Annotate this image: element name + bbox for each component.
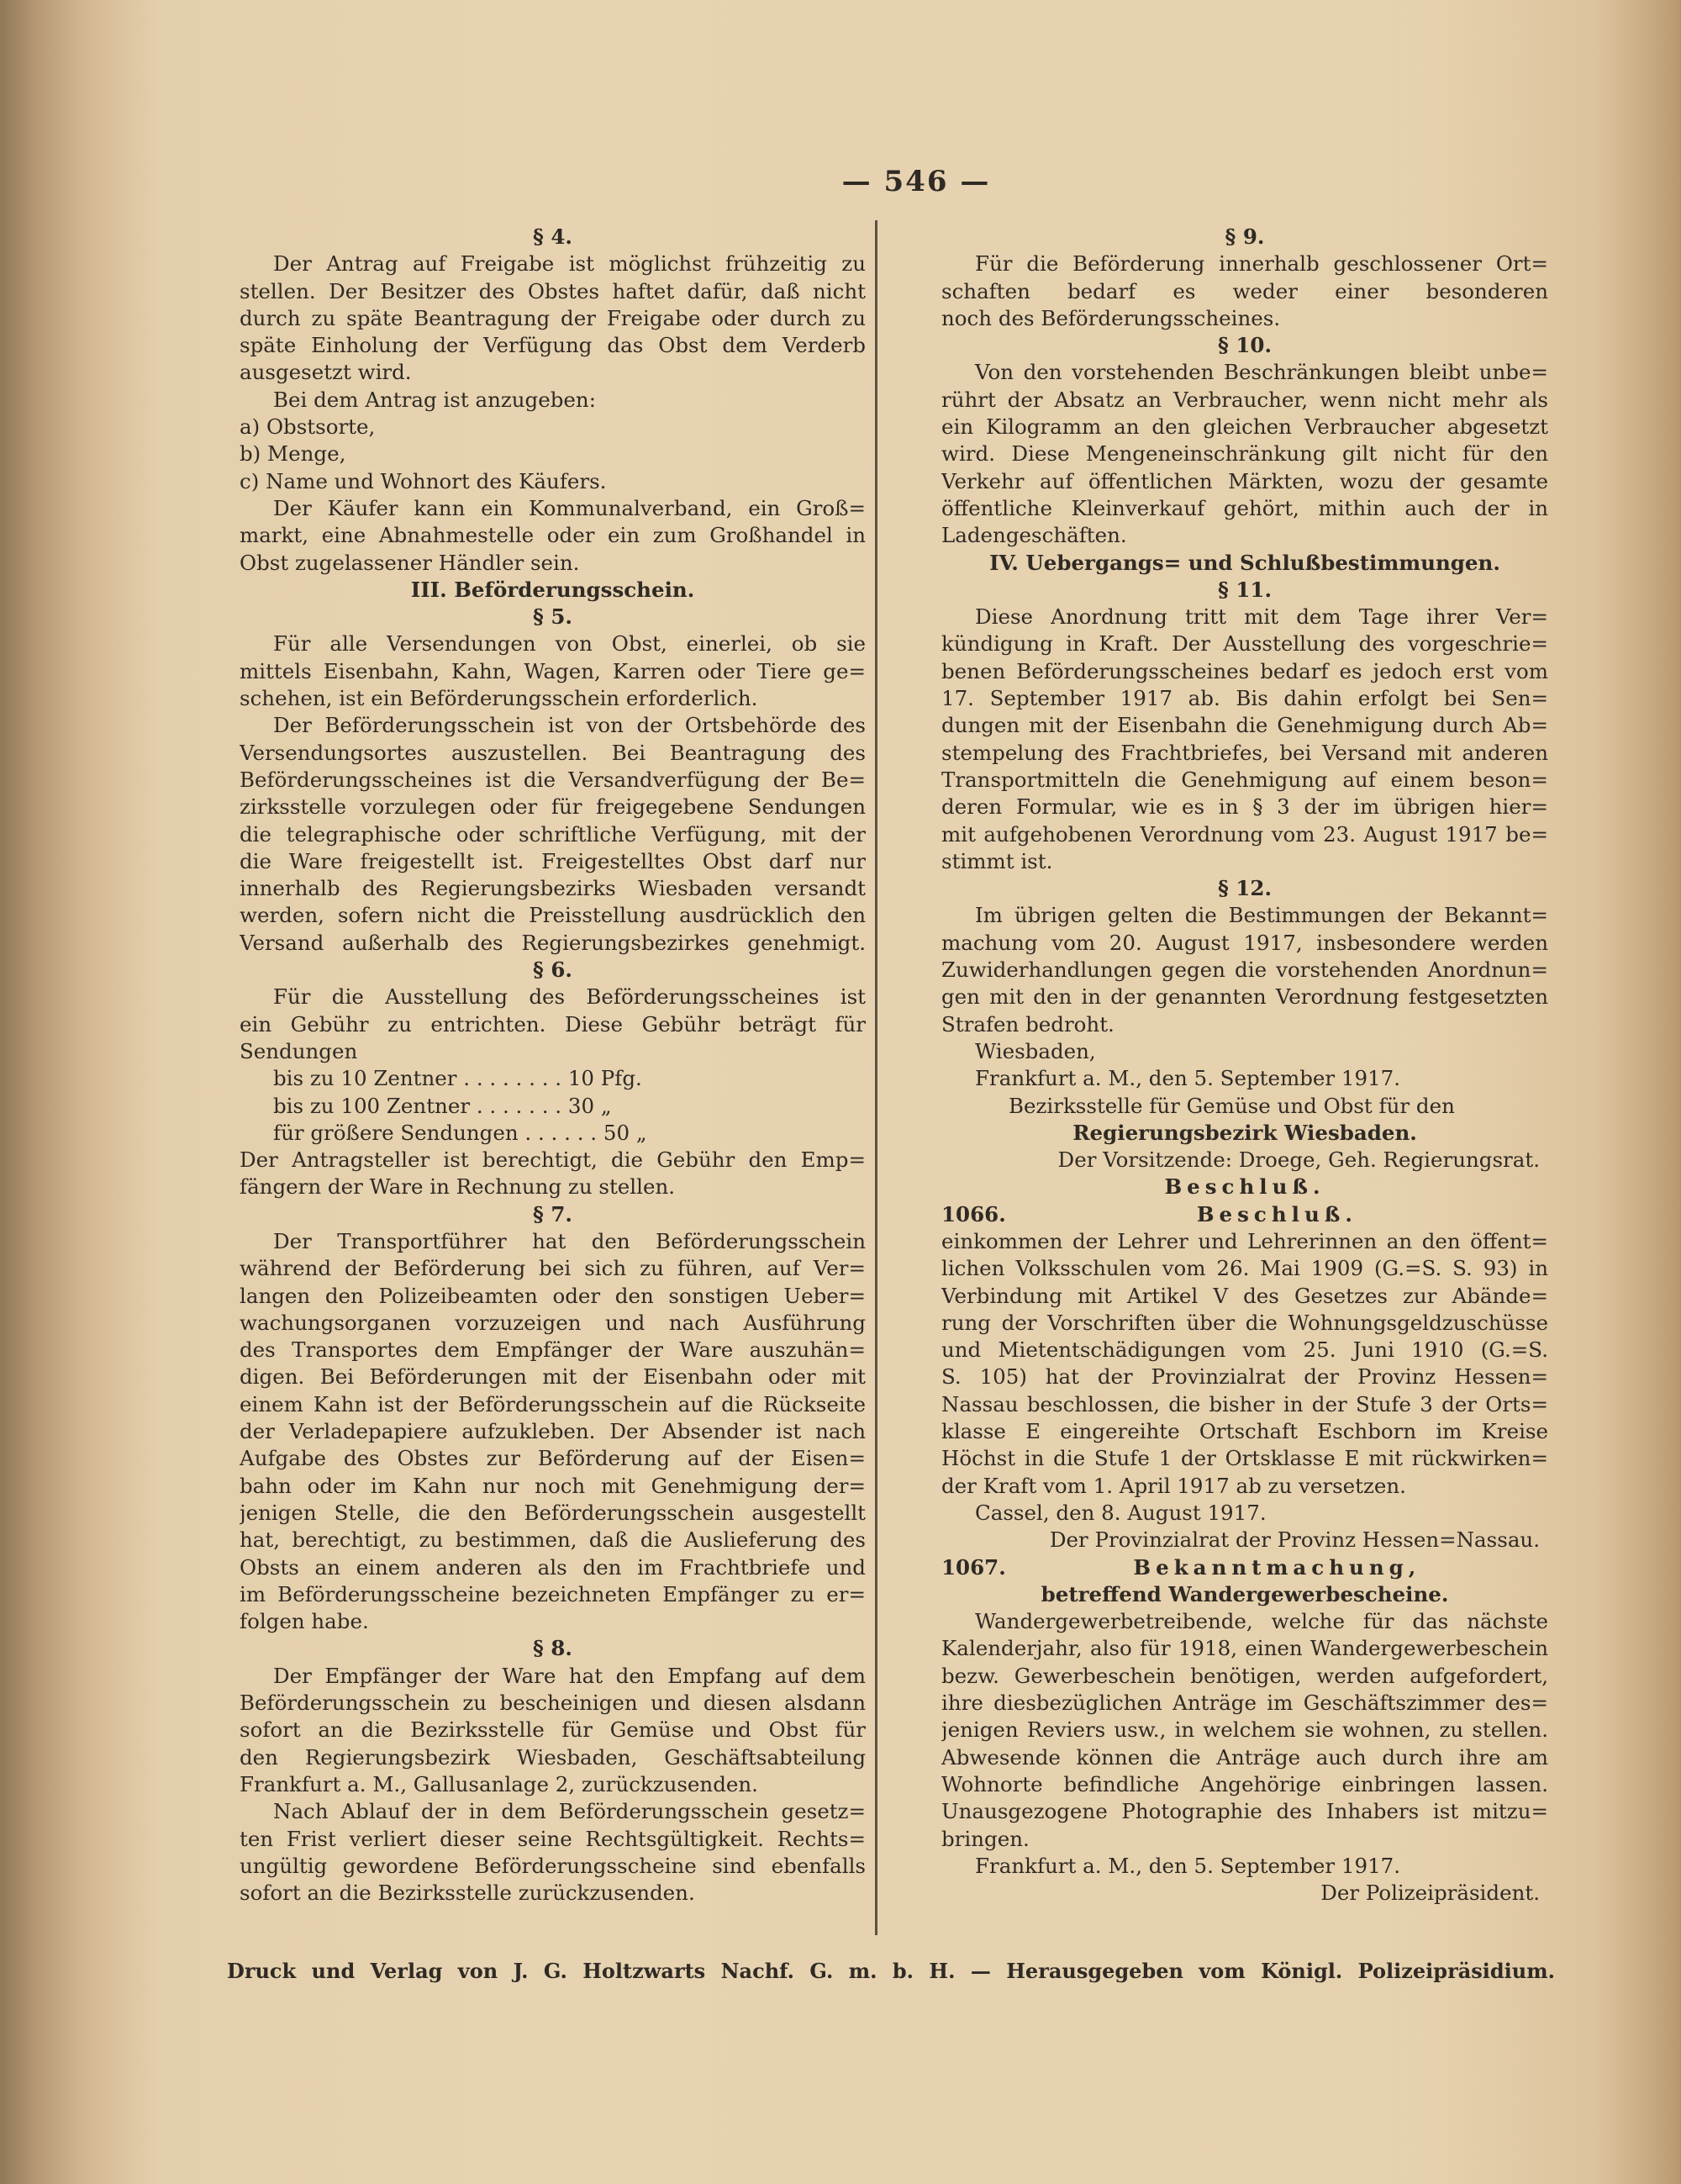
section-heading: Beschluß. [1164, 1174, 1325, 1200]
text-line: Höchst in die Stufe 1 der Ortsklasse E mit rückwirken= [941, 1446, 1548, 1471]
text-line: noch des Beförderungsscheines. [941, 305, 1281, 330]
notice-title: Bekanntmachung, [1133, 1554, 1421, 1580]
section-heading: § 9. [1225, 224, 1265, 249]
text-line: einem Kahn ist der Beförderungsschein auf die Rückseite [240, 1391, 866, 1416]
text-line: im Beförderungsscheine bezeichneten Empfänger zu er= [240, 1581, 866, 1606]
text-line: Frankfurt a. M., Gallusanlage 2, zurückzusenden. [240, 1771, 758, 1796]
column-divider [875, 220, 877, 1935]
text-line: ein Gebühr zu entrichten. Diese Gebühr beträgt für [240, 1011, 866, 1037]
text-line: Wohnorte befindliche Angehörige einbringen lassen. [941, 1771, 1548, 1796]
text-line: dungen mit der Eisenbahn die Genehmigung durch Ab= [941, 713, 1548, 738]
text-line: Von den vorstehenden Beschränkungen bleibt unbe= [975, 360, 1548, 385]
text-line: langen den Polizeibeamten oder den sonstigen Ueber= [240, 1283, 866, 1308]
section-heading: § 11. [1218, 577, 1272, 602]
text-line: Cassel, den 8. August 1917. [975, 1500, 1267, 1525]
text-line: Wandergewerbetreibende, welche für das nächste [975, 1609, 1548, 1634]
text-line: klasse E eingereihte Ortschaft Eschborn im Kreise [941, 1419, 1548, 1444]
text-line: benen Beförderungsscheines bedarf es jedoch erst vom [941, 658, 1548, 683]
text-line: Der Transportführer hat den Beförderungsschein [273, 1228, 866, 1253]
text-line: folgen habe. [240, 1609, 369, 1634]
text-line: rührt der Absatz an Verbraucher, wenn nicht mehr als [941, 387, 1548, 412]
text-line: mittels Eisenbahn, Kahn, Wagen, Karren oder Tiere ge= [240, 658, 866, 683]
text-line: Der Vorsitzende: Droege, Geh. Regierungsrat. [1057, 1147, 1540, 1173]
section-heading: § 6. [533, 957, 572, 983]
text-line: innerhalb des Regierungsbezirks Wiesbaden versandt [240, 876, 866, 901]
text-line: den Regierungsbezirk Wiesbaden, Geschäftsabteilung [240, 1744, 866, 1770]
text-line: Der Provinzialrat der Provinz Hessen=Nassau. [1049, 1527, 1540, 1553]
text-line: durch zu späte Beantragung der Freigabe oder durch zu [240, 305, 866, 330]
notice-number: 1066. [941, 1201, 1006, 1227]
text-line: ten Frist verliert dieser seine Rechtsgültigkeit. Rechts= [240, 1826, 866, 1851]
text-line: während der Beförderung bei sich zu führen, auf Ver= [240, 1256, 866, 1281]
page-number: — 546 — [841, 165, 991, 198]
text-line: bis zu 100 Zentner . . . . . . . 30 „ [273, 1093, 612, 1118]
text-line: schaften bedarf es weder einer besonderen [941, 278, 1548, 303]
text-line: sofort an die Bezirksstelle für Gemüse und Obst für [240, 1717, 866, 1743]
text-line: des Transportes dem Empfänger der Ware auszuhän= [240, 1337, 866, 1363]
text-line: für größere Sendungen . . . . . . 50 „ [273, 1120, 647, 1145]
text-line: Obsts an einem anderen als den im Frachtbriefe und [240, 1554, 866, 1580]
text-line: ausgesetzt wird. [240, 360, 412, 385]
text-line: Bei dem Antrag ist anzugeben: [273, 387, 596, 412]
text-line: zirksstelle vorzulegen oder für freigegebene Sendungen [240, 794, 866, 820]
text-line: lichen Volksschulen vom 26. Mai 1909 (G.=S. S. 93) in [941, 1256, 1548, 1281]
text-line: jenigen Reviers usw., in welchem sie wohnen, zu stellen. [941, 1717, 1548, 1743]
text-line: Abwesende können die Anträge auch durch ihre am [941, 1744, 1548, 1770]
text-line: ein Kilogramm an den gleichen Verbraucher abgesetzt [941, 414, 1548, 440]
text-line: Beförderungsschein zu bescheinigen und diesen alsdann [240, 1691, 866, 1716]
text-line: fängern der Ware in Rechnung zu stellen. [240, 1174, 676, 1200]
text-line: und Mietentschädigungen vom 25. Juni 1910 (G.=S. [941, 1337, 1548, 1363]
text-line: Nach Ablauf der in dem Beförderungsschein gesetz= [273, 1799, 866, 1824]
text-line: Beförderungsscheines ist die Versandverfügung der Be= [240, 767, 866, 792]
text-line: Zuwiderhandlungen gegen die vorstehenden Anordnun= [941, 957, 1548, 983]
text-line: mit aufgehobenen Verordnung vom 23. August 1917 be= [941, 821, 1548, 847]
numbered-heading [941, 1554, 1548, 1581]
text-line: Aufgabe des Obstes zur Beförderung auf der Eisen= [240, 1446, 866, 1471]
text-line: markt, eine Abnahmestelle oder ein zum Großhandel in [240, 523, 866, 548]
text-line: öffentliche Kleinverkauf gehört, mithin auch der in [941, 495, 1548, 520]
text-line: a) Obstsorte, [240, 414, 376, 440]
text-line: Für die Ausstellung des Beförderungsscheines ist [273, 984, 866, 1010]
text-line: machung vom 20. August 1917, insbesondere werden [941, 930, 1548, 955]
text-line: die telegraphische oder schriftliche Verfügung, mit der [240, 821, 866, 847]
text-line: Verkehr auf öffentlichen Märkten, wozu der gesamte [941, 468, 1548, 493]
text-line: werden, sofern nicht die Preisstellung ausdrücklich den [240, 903, 866, 928]
text-line: Verbindung mit Artikel V des Gesetzes zur Abände= [941, 1283, 1548, 1308]
section-heading: III. Beförderungsschein. [410, 577, 695, 602]
section-heading: § 4. [533, 224, 572, 249]
text-line: Ladengeschäften. [941, 523, 1127, 548]
text-line: Der Käufer kann ein Kommunalverband, ein Groß= [273, 495, 866, 520]
text-line: hat, berechtigt, zu bestimmen, daß die Auslieferung des [240, 1527, 866, 1553]
left-column [240, 224, 866, 1907]
right-column [941, 224, 1548, 1907]
text-line: wird. Diese Mengeneinschränkung gilt nicht für den [941, 441, 1548, 467]
text-line: bis zu 10 Zentner . . . . . . . . 10 Pfg. [273, 1066, 642, 1091]
text-line: bahn oder im Kahn nur noch mit Genehmigung der= [240, 1473, 866, 1498]
text-line: der Verladepapiere aufzukleben. Der Absender ist nach [240, 1419, 866, 1444]
text-line: Diese Anordnung tritt mit dem Tage ihrer Ver= [975, 604, 1548, 630]
text-line: stimmt ist. [941, 848, 1053, 873]
text-line: Der Antrag auf Freigabe ist möglichst frühzeitig zu [273, 251, 866, 277]
text-line: Transportmitteln die Genehmigung auf einem beson= [941, 767, 1548, 792]
text-line: jenigen Stelle, die den Beförderungsschein ausgestellt [240, 1500, 866, 1525]
text-line: rung der Vorschriften über die Wohnungsgeldzuschüsse [941, 1310, 1548, 1335]
text-line: Bezirksstelle für Gemüse und Obst für den [1009, 1093, 1455, 1118]
text-line: Der Antragsteller ist berechtigt, die Gebühr den Emp= [240, 1147, 866, 1173]
notice-title: Beschluß. [1196, 1201, 1357, 1227]
text-line: ungültig gewordene Beförderungsscheine sind ebenfalls [240, 1853, 866, 1878]
text-line: Im übrigen gelten die Bestimmungen der Bekannt= [975, 903, 1548, 928]
section-heading: § 7. [533, 1201, 572, 1227]
section-heading: § 10. [1218, 333, 1272, 358]
text-line: Versand außerhalb des Regierungsbezirkes genehmigt. [240, 930, 866, 955]
notice-number: 1067. [941, 1554, 1006, 1580]
text-line: Für alle Versendungen von Obst, einerlei, ob sie [273, 631, 866, 657]
section-heading: § 12. [1218, 876, 1272, 901]
text-line: digen. Bei Beförderungen mit der Eisenbahn oder mit [240, 1364, 866, 1390]
text-line: die Ware freigestellt ist. Freigestelltes Obst darf nur [240, 848, 866, 873]
section-heading: betreffend Wandergewerbescheine. [1041, 1581, 1449, 1606]
numbered-heading [941, 1201, 1548, 1228]
text-line: bringen. [941, 1826, 1030, 1851]
text-line: Obst zugelassener Händler sein. [240, 550, 580, 575]
section-heading: IV. Uebergangs= und Schlußbestimmungen. [989, 550, 1500, 575]
text-line: Strafen bedroht. [941, 1011, 1115, 1037]
text-line: stempelung des Frachtbriefes, bei Versand mit anderen [941, 740, 1548, 765]
text-line: ihre diesbezüglichen Anträge im Geschäftszimmer des= [941, 1691, 1548, 1716]
text-line: Für die Beförderung innerhalb geschlossener Ort= [975, 251, 1548, 277]
text-line: c) Name und Wohnort des Käufers. [240, 468, 607, 493]
section-heading: § 8. [533, 1636, 572, 1661]
text-line: Frankfurt a. M., den 5. September 1917. [975, 1066, 1401, 1091]
text-line: Unausgezogene Photographie des Inhabers ist mitzu= [941, 1799, 1548, 1824]
text-line: b) Menge, [240, 441, 346, 467]
section-heading: § 5. [533, 604, 572, 630]
text-line: Versendungsortes auszustellen. Bei Beantragung des [240, 740, 866, 765]
text-line: schehen, ist ein Beförderungsschein erforderlich. [240, 686, 758, 711]
text-line: Sendungen [240, 1038, 358, 1063]
text-line: kündigung in Kraft. Der Ausstellung des vorgeschrie= [941, 631, 1548, 657]
text-line: Der Beförderungsschein ist von der Ortsbehörde des [273, 713, 866, 738]
text-line: Der Polizeipräsident. [1320, 1881, 1540, 1906]
text-line: S. 105) hat der Provinzialrat der Provinz Hessen= [941, 1364, 1548, 1390]
text-line: Wiesbaden, [975, 1038, 1096, 1063]
text-line: wachungsorganen vorzuzeigen und nach Ausführung [240, 1310, 866, 1335]
text-line: gen mit den in der genannten Verordnung festgesetzten [941, 984, 1548, 1010]
text-line: einkommen der Lehrer und Lehrerinnen an den öffent= [941, 1228, 1548, 1253]
imprint-footer: Druck und Verlag von J. G. Holtzwarts Nachf. G. m. b. H. — Herausgegeben vom Königl. Polizeipräsidium. [227, 1959, 1555, 1983]
text-line: sofort an die Bezirksstelle zurückzusenden. [240, 1881, 695, 1906]
text-line: späte Einholung der Verfügung das Obst dem Verderb [240, 333, 866, 358]
text-line: Frankfurt a. M., den 5. September 1917. [975, 1853, 1401, 1878]
text-line: 17. September 1917 ab. Bis dahin erfolgt bei Sen= [941, 686, 1548, 711]
section-heading: Regierungsbezirk Wiesbaden. [1072, 1120, 1417, 1145]
text-line: deren Formular, wie es in § 3 der im übrigen hier= [941, 794, 1548, 820]
text-line: der Kraft vom 1. April 1917 ab zu versetzen. [941, 1473, 1406, 1498]
text-line: Kalenderjahr, also für 1918, einen Wandergewerbeschein [941, 1636, 1548, 1661]
text-line: bezw. Gewerbeschein benötigen, werden aufgefordert, [941, 1663, 1548, 1688]
text-line: Nassau beschlossen, die bisher in der Stufe 3 der Orts= [941, 1391, 1548, 1416]
text-line: stellen. Der Besitzer des Obstes haftet dafür, daß nicht [240, 278, 866, 303]
text-line: Der Empfänger der Ware hat den Empfang auf dem [273, 1663, 866, 1688]
